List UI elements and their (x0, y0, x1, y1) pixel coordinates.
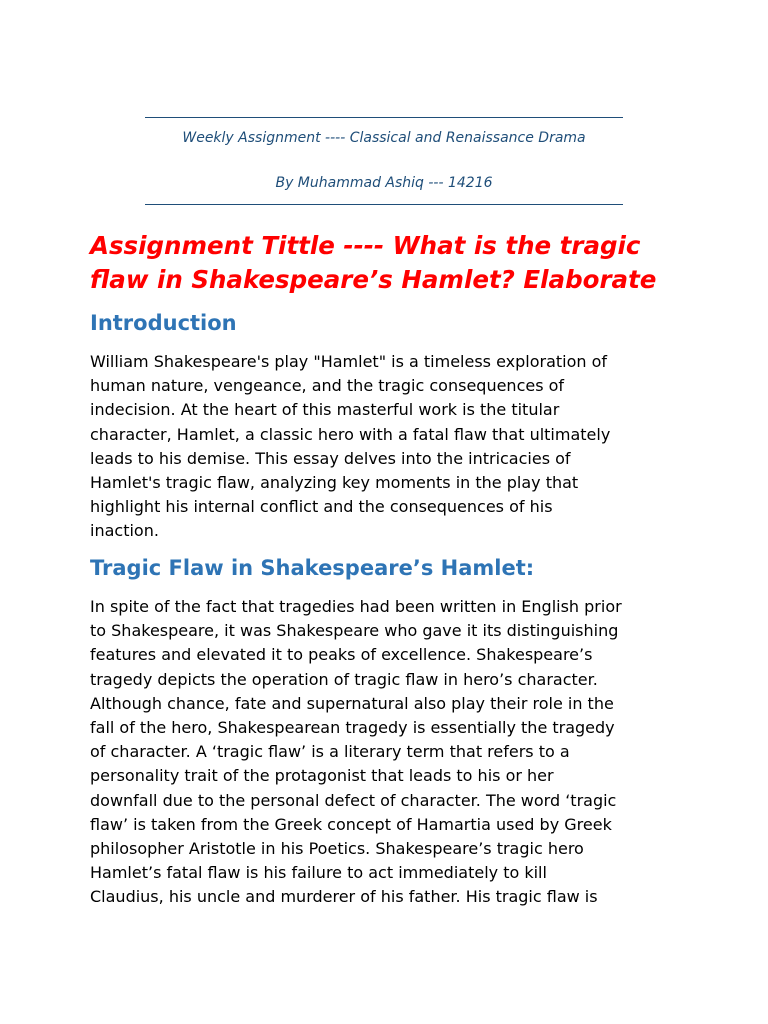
text-line: Although chance, fate and supernatural also play their role in the (90, 693, 614, 713)
text-line: Claudius, his uncle and murderer of his father. His tragic flaw is (90, 887, 598, 907)
text-line: of character. A ‘tragic flaw’ is a literary term that refers to a (90, 742, 570, 762)
text-line: In spite of the fact that tragedies had been written in English prior (90, 597, 622, 616)
text-line: downfall due to the personal defect of character. The word ‘tragic (90, 790, 617, 810)
course-line: Weekly Assignment ---- Classical and Renaissance Drama (182, 130, 586, 146)
title-line: flaw in Shakespeare’s Hamlet? Elaborate (90, 265, 657, 294)
text-line: to Shakespeare, it was Shakespeare who gave it its distinguishing (90, 621, 619, 641)
text-line: William Shakespeare's play "Hamlet" is a timeless exploration of (90, 352, 608, 371)
text-line: human nature, vengeance, and the tragic consequences of (90, 376, 565, 396)
text-line: highlight his internal conflict and the consequences of his (90, 497, 553, 517)
text-line: philosopher Aristotle in his Poetics. Shakespeare’s tragic hero (90, 839, 584, 859)
header-bottom-rule (145, 204, 623, 205)
title-line: Assignment Tittle ---- What is the tragic (90, 231, 641, 260)
text-line: character, Hamlet, a classic hero with a fatal flaw that ultimately (90, 424, 611, 444)
text-line: Hamlet’s fatal flaw is his failure to act immediately to kill (90, 863, 547, 883)
text-line: features and elevated it to peaks of excellence. Shakespeare’s (90, 645, 593, 665)
text-line: fall of the hero, Shakespearean tragedy is essentially the tragedy (90, 718, 615, 738)
text-line: inaction. (90, 521, 159, 541)
tragic-flaw-paragraph (90, 595, 690, 910)
introduction-heading: Introduction (90, 311, 237, 335)
introduction-paragraph (90, 350, 690, 544)
text-line: indecision. At the heart of this masterful work is the titular (90, 400, 560, 420)
assignment-title (90, 229, 690, 297)
text-line: flaw’ is taken from the Greek concept of Hamartia used by Greek (90, 814, 612, 834)
text-line: tragedy depicts the operation of tragic flaw in hero’s character. (90, 669, 598, 689)
tragic-flaw-heading: Tragic Flaw in Shakespeare’s Hamlet: (90, 556, 535, 580)
author-line: By Muhammad Ashiq --- 14216 (275, 175, 493, 191)
text-line: Hamlet's tragic flaw, analyzing key moments in the play that (90, 473, 579, 493)
text-line: leads to his demise. This essay delves into the intricacies of (90, 448, 571, 468)
text-line: personality trait of the protagonist that leads to his or her (90, 766, 554, 786)
header-top-rule (145, 117, 623, 118)
